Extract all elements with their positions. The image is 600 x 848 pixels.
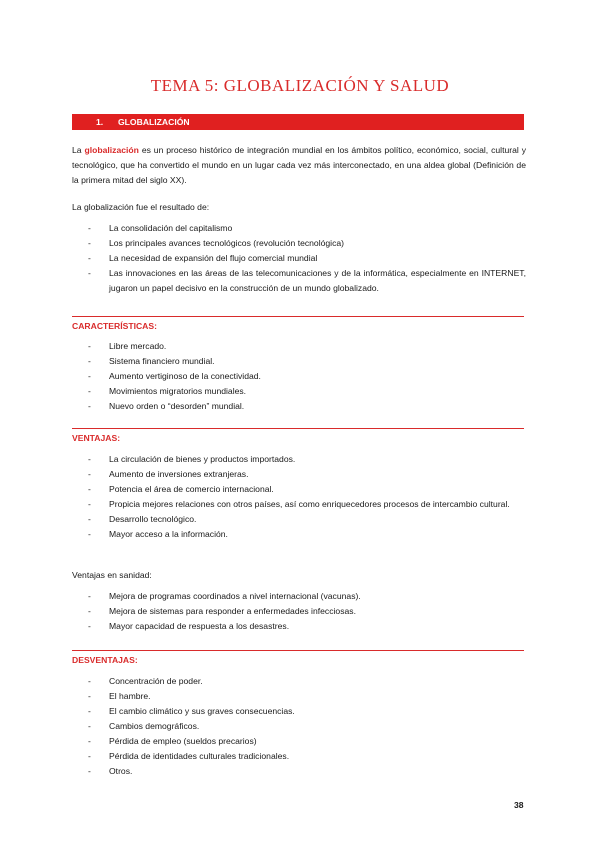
page-number: 38 [514,800,524,810]
list-item: - Sistema financiero mundial. [72,354,526,369]
ventajas-heading: VENTAJAS: [72,433,121,443]
list-item: - Potencia el área de comercio internacional. [72,482,526,497]
ventajas-section [72,452,526,542]
sanidad-section [72,568,526,634]
list-item: - Movimientos migratorios mundiales. [72,384,526,399]
list-item: - Aumento de inversiones extranjeras. [72,467,526,482]
result-list [72,221,526,296]
list-item: - Nuevo orden o “desorden” mundial. [72,399,526,414]
list-item: - Propicia mejores relaciones con otros países, así como enriquecedores procesos de intercambio cultural. [72,497,526,512]
caracteristicas-section [72,339,526,414]
list-item: - El cambio climático y sus graves consecuencias. [72,704,526,719]
list-item: - Aumento vertiginoso de la conectividad. [72,369,526,384]
page-title: TEMA 5: GLOBALIZACIÓN Y SALUD [150,76,450,95]
list-item: - Concentración de poder. [72,674,526,689]
divider [72,650,524,651]
desventajas-list [72,674,526,779]
divider [72,428,524,429]
section-label: GLOBALIZACIÓN [118,117,190,127]
list-item: - Mejora de programas coordinados a nivel internacional (vacunas). [72,589,526,604]
list-item: - Pérdida de identidades culturales tradicionales. [72,749,526,764]
list-item: - Los principales avances tecnológicos (revolución tecnológica) [72,236,526,251]
intro-paragraph [72,143,526,188]
list-item: - Las innovaciones en las áreas de las telecomunicaciones y de la informática, especialmente en INTERNET, jugaron un papel decisivo en la construcción de un mundo globalizado. [72,266,526,296]
list-item: - Libre mercado. [72,339,526,354]
list-item: - Desarrollo tecnológico. [72,512,526,527]
caracteristicas-heading: CARACTERÍSTICAS: [72,321,157,331]
sanidad-lead: Ventajas en sanidad: [72,570,152,580]
list-item: - La necesidad de expansión del flujo comercial mundial [72,251,526,266]
list-item: - Mayor capacidad de respuesta a los desastres. [72,619,526,634]
list-item: - La circulación de bienes y productos importados. [72,452,526,467]
list-item: - Mejora de sistemas para responder a enfermedades infecciosas. [72,604,526,619]
section-header [72,114,524,130]
list-item: - Cambios demográficos. [72,719,526,734]
ventajas-list [72,452,526,542]
sanidad-list [72,589,526,634]
section-number: 1. [96,117,104,127]
list-item: - El hambre. [72,689,526,704]
desventajas-heading: DESVENTAJAS: [72,655,138,665]
caracteristicas-list [72,339,526,414]
result-lead: La globalización fue el resultado de: [72,202,210,212]
divider [72,316,524,317]
list-item: - Mayor acceso a la información. [72,527,526,542]
intro-before: La [72,145,85,155]
result-section [72,200,526,296]
list-item: - Pérdida de empleo (sueldos precarios) [72,734,526,749]
intro-after: es un proceso histórico de integración mundial en los ámbitos político, económico, social, cultural y tecnológico, que ha convertido el mundo en un lugar cada vez más interconectado, en una aldea global (Definición de la primera mitad del siglo XX). [72,145,526,185]
list-item: - La consolidación del capitalismo [72,221,526,236]
intro-highlight: globalización [84,145,139,155]
desventajas-section [72,674,526,779]
list-item: - Otros. [72,764,526,779]
